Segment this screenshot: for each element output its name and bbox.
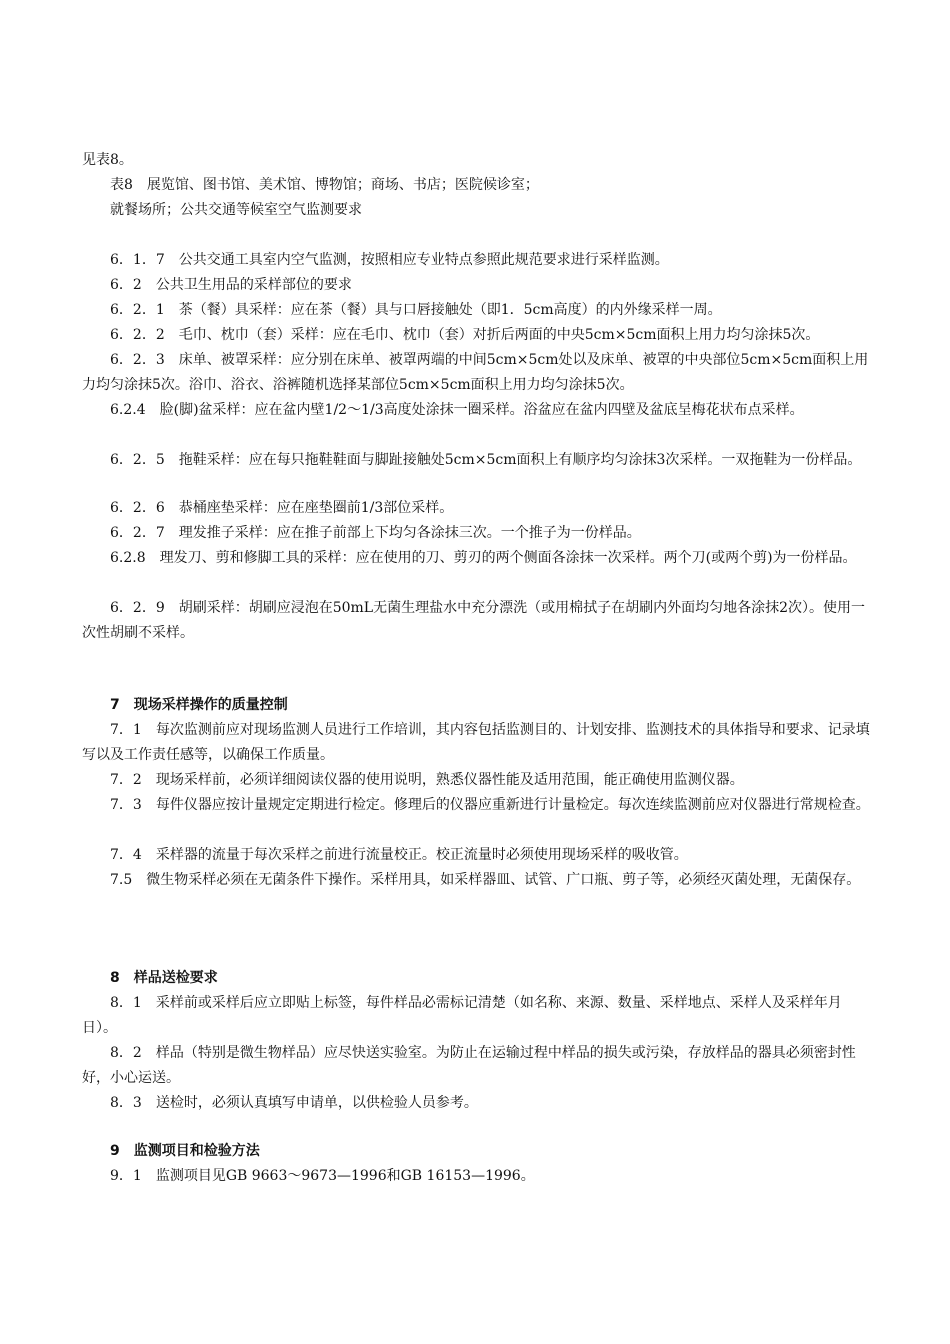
paragraph-8-3: 8．3 送检时，必须认真填写申请单，以供检验人员参考。 [110,1095,478,1111]
paragraph-8-2: 8．2 样品（特别是微生物样品）应尽快送实验室。为防止在运输过程中样品的损失或污染，存放样品的器具必须密封性好，小心运送。 [82,1045,856,1086]
section-heading-7: 7 现场采样操作的质量控制 [110,697,288,713]
paragraph-6-2-1: 6．2．1 茶（餐）具采样：应在茶（餐）具与口唇接触处（即1．5cm高度）的内外缘采样一周。 [110,302,722,318]
paragraph-7-2: 7．2 现场采样前，必须详细阅读仪器的使用说明，熟悉仪器性能及适用范围，能正确使用监测仪器。 [110,772,744,788]
paragraph-6-2-3: 6．2．3 床单、被罩采样：应分别在床单、被罩两端的中间5cm×5cm处以及床单、被罩的中央部位5cm×5cm面积上用力均匀涂抹5次。浴巾、浴衣、浴裤随机选择某部位5cm×5cm面积上用力均匀涂抹5次。 [82,352,869,393]
paragraph-6-2-4: 6.2.4 脸(脚)盆采样：应在盆内壁1/2～1/3高度处涂抹一圈采样。浴盆应在盆内四壁及盆底呈梅花状布点采样。 [110,402,804,418]
subsection-heading-6-2: 6．2 公共卫生用品的采样部位的要求 [110,277,352,293]
paragraph-6-2-6: 6．2．6 恭桶座垫采样：应在座垫圈前1/3部位采样。 [110,500,454,516]
paragraph-7-1: 7．1 每次监测前应对现场监测人员进行工作培训，其内容包括监测目的、计划安排、监测技术的具体指导和要求、记录填写以及工作责任感等，以确保工作质量。 [82,722,870,763]
paragraph-6-1-7: 6．1．7 公共交通工具室内空气监测，按照相应专业特点参照此规范要求进行采样监测。 [110,252,669,268]
paragraph-7-5: 7.5 微生物采样必须在无菌条件下操作。采样用具，如采样器皿、试管、广口瓶、剪子等，必须经灭菌处理，无菌保存。 [110,872,861,888]
paragraph-9-1: 9．1 监测项目见GB 9663～9673—1996和GB 16153—1996。 [110,1168,535,1184]
paragraph-6-2-7: 6．2．7 理发推子采样：应在推子前部上下均匀各涂抹三次。一个推子为一份样品。 [110,525,641,541]
table-caption-continued: 就餐场所；公共交通等候室空气监测要求 [110,202,362,218]
paragraph-6-2-5: 6．2．5 拖鞋采样：应在每只拖鞋鞋面与脚趾接触处5cm×5cm面积上有顺序均匀涂抹3次采样。一双拖鞋为一份样品。 [110,452,862,468]
paragraph-6-2-9: 6．2．9 胡刷采样：胡刷应浸泡在50mL无菌生理盐水中充分漂洗（或用棉拭子在胡刷内外面均匀地各涂抹2次）。使用一次性胡刷不采样。 [82,600,866,641]
section-heading-8: 8 样品送检要求 [110,970,218,986]
table-caption: 表8 展览馆、图书馆、美术馆、博物馆；商场、书店；医院候诊室； [110,177,539,193]
paragraph-7-4: 7．4 采样器的流量于每次采样之前进行流量校正。校正流量时必须使用现场采样的吸收管。 [110,847,688,863]
paragraph-6-2-8: 6.2.8 理发刀、剪和修脚工具的采样：应在使用的刀、剪刃的两个侧面各涂抹一次采样。两个刀(或两个剪)为一份样品。 [110,550,857,566]
section-heading-9: 9 监测项目和检验方法 [110,1143,260,1159]
text-line: 见表8。 [82,152,133,168]
paragraph-8-1: 8．1 采样前或采样后应立即贴上标签，每件样品必需标记清楚（如名称、来源、数量、采样地点、采样人及采样年月日）。 [82,995,842,1036]
paragraph-7-3: 7．3 每件仪器应按计量规定定期进行检定。修理后的仪器应重新进行计量检定。每次连续监测前应对仪器进行常规检查。 [110,797,870,813]
paragraph-6-2-2: 6．2．2 毛巾、枕巾（套）采样：应在毛巾、枕巾（套）对折后两面的中央5cm×5cm面积上用力均匀涂抹5次。 [110,327,820,343]
